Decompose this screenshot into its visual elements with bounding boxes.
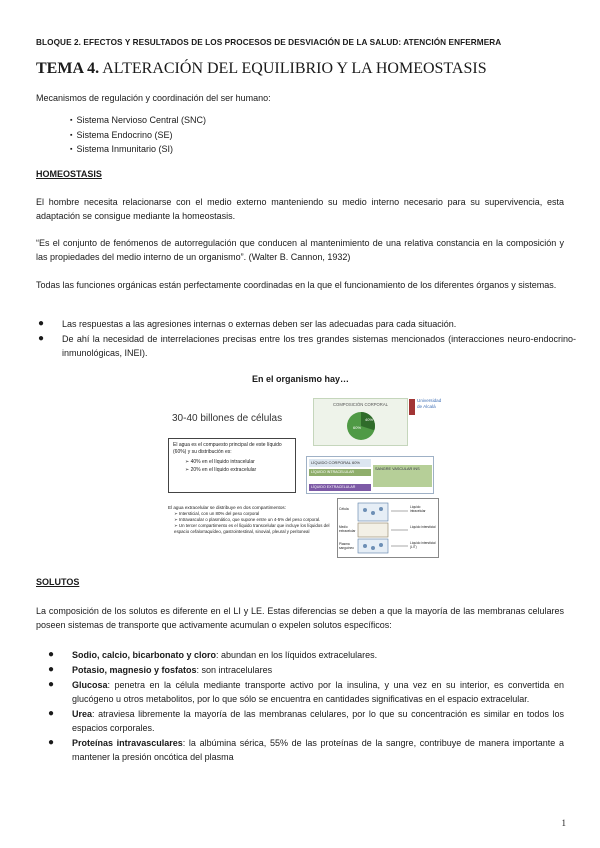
water-item: ➢ 40% en el líquido intracelular bbox=[185, 459, 255, 465]
figure-caption: En el organismo hay… bbox=[252, 374, 350, 384]
composition-title: COMPOSICIÓN CORPORAL bbox=[333, 402, 388, 407]
diagram-label: Líquido intracelular bbox=[410, 505, 426, 513]
diagram-label: Líquido intersticial bbox=[410, 525, 436, 529]
title-text: ALTERACIÓN DEL EQUILIBRIO Y LA HOMEOSTASIS bbox=[102, 60, 487, 77]
water-text: El agua es el compuesto principal de este líquido (60%) y su distribución es: bbox=[173, 442, 282, 455]
extracellular-item: ➢ Intravascular o plasmático, que supone entre un 4-5% del peso corporal. bbox=[174, 517, 321, 522]
section-heading-homeostasis: HOMEOSTASIS bbox=[36, 169, 102, 179]
list-item: ● Urea: atraviesa libremente la mayoría de las membranas celulares, por lo que su concentración es similar en todos los espacios corporales. bbox=[48, 708, 564, 733]
cannon-quote: “Es el conjunto de fenómenos de autorregulación que conducen al mantenimiento de una relativa constancia en la composición y las propiedades del medio interno de un organismo”. (Walter B. Cannon, 1932) bbox=[36, 238, 564, 262]
title-prefix: TEMA 4. bbox=[36, 60, 100, 77]
pie-label: 40% bbox=[365, 417, 374, 422]
list-item: ▪ Sistema Nervioso Central (SNC) bbox=[70, 114, 206, 129]
extracellular-box bbox=[168, 504, 330, 552]
interstitial-compartment bbox=[358, 523, 388, 537]
list-item: ● Potasio, magnesio y fosfatos: son intracelulares bbox=[48, 664, 273, 675]
cells-count: 30-40 billones de células bbox=[172, 413, 283, 424]
fluid-row-intracellular: LÍQUIDO INTRACELULAR bbox=[309, 469, 371, 476]
coordination-paragraph: Todas las funciones orgánicas están perfectamente coordinadas en la que el funcionamiento de los diferentes órganos y sistemas. bbox=[36, 280, 557, 290]
page-title bbox=[36, 60, 487, 78]
systems-list bbox=[70, 114, 206, 158]
list-item: ▪ Sistema Endocrino (SE) bbox=[70, 129, 206, 144]
list-item: ● Las respuestas a las agresiones internas o externas deben ser las adecuadas para cada situación. bbox=[38, 318, 457, 329]
pie-label: 60% bbox=[353, 425, 362, 430]
composition-pie bbox=[314, 407, 407, 445]
diagram-label: Medio extracelular bbox=[339, 525, 356, 533]
university-logo bbox=[409, 398, 442, 418]
homeostasis-paragraph: El hombre necesita relacionarse con el medio externo manteniendo su medio interno necesario para su supervivencia, esta adaptación se consigue mediante la homeostasis. bbox=[36, 197, 564, 221]
solutos-paragraph: La composición de los solutos es diferente en el LI y LE. Estas diferencias se deben a que la mayoría de las membranas celulares poseen sistemas de transporte que activamente acumulan o expelen solutos específicos: bbox=[36, 606, 564, 630]
extracellular-item: ➢ Intersticial, con un 80% del peso corporal bbox=[174, 511, 260, 516]
fluid-row-extracellular: LÍQUIDO EXTRACELULAR bbox=[309, 484, 371, 491]
university-seal-icon bbox=[409, 399, 417, 417]
page-number: 1 bbox=[561, 818, 566, 828]
list-item: ● De ahí la necesidad de interrelaciones precisas entre los tres grandes sistemas mencionados (interacciones neuro-endocrino-inmunológicas, INEI). bbox=[38, 333, 576, 358]
university-name: Universidad de Alcalá bbox=[417, 398, 442, 409]
document-header: BLOQUE 2. EFECTOS Y RESULTADOS DE LOS PROCESOS DE DESVIACIÓN DE LA SALUD: ATENCIÓN ENFERMERA bbox=[36, 38, 502, 47]
homeostasis-bullets bbox=[38, 317, 576, 361]
section-heading-solutos: SOLUTOS bbox=[36, 577, 80, 587]
solutos-list bbox=[48, 648, 564, 765]
list-item: ● Glucosa: penetra en la célula mediante transporte activo por la insulina, y una vez en su interior, es convertida en glucógeno u otros metabolitos, por lo que sólo se encuentra en cantidades significativas en el espacio extracelular. bbox=[48, 679, 564, 704]
fluid-table bbox=[306, 456, 434, 494]
list-item: ▪ Sistema Inmunitario (SI) bbox=[70, 143, 206, 158]
intro-text: Mecanismos de regulación y coordinación del ser humano: bbox=[36, 93, 271, 103]
composition-chart bbox=[313, 398, 408, 446]
water-distribution-box bbox=[168, 438, 296, 493]
extracellular-item: ➢ Un tercer compartimento es el líquido transcelular que incluye los líquidos del espacio cefalorraquídeo, gastrointestinal, sinovial, pleural y peritoneal bbox=[174, 523, 330, 534]
diagram-label: Plasma sanguíneo bbox=[339, 542, 354, 550]
list-item: ● Sodio, calcio, bicarbonato y cloro: abundan en los líquidos extracelulares. bbox=[48, 649, 378, 660]
water-item: ➢ 20% en el líquido extracelular bbox=[185, 467, 257, 473]
fluid-side: SANGRE VASCULAR INS bbox=[373, 465, 432, 487]
diagram-label: Líquido intersticial (LIT) bbox=[410, 541, 436, 549]
list-item: ● Proteínas intravasculares: la albúmina sérica, 55% de las proteínas de la sangre, contribuye de manera importante a mantener la presión oncótica del plasma bbox=[48, 737, 564, 762]
extracellular-text: El agua extracelular se distribuye en dos compartimentos: bbox=[168, 505, 286, 510]
fluid-header: LÍQUIDO CORPORAL 60% bbox=[309, 459, 371, 467]
compartment-diagram bbox=[337, 498, 439, 558]
diagram-label: Célula bbox=[339, 507, 349, 511]
